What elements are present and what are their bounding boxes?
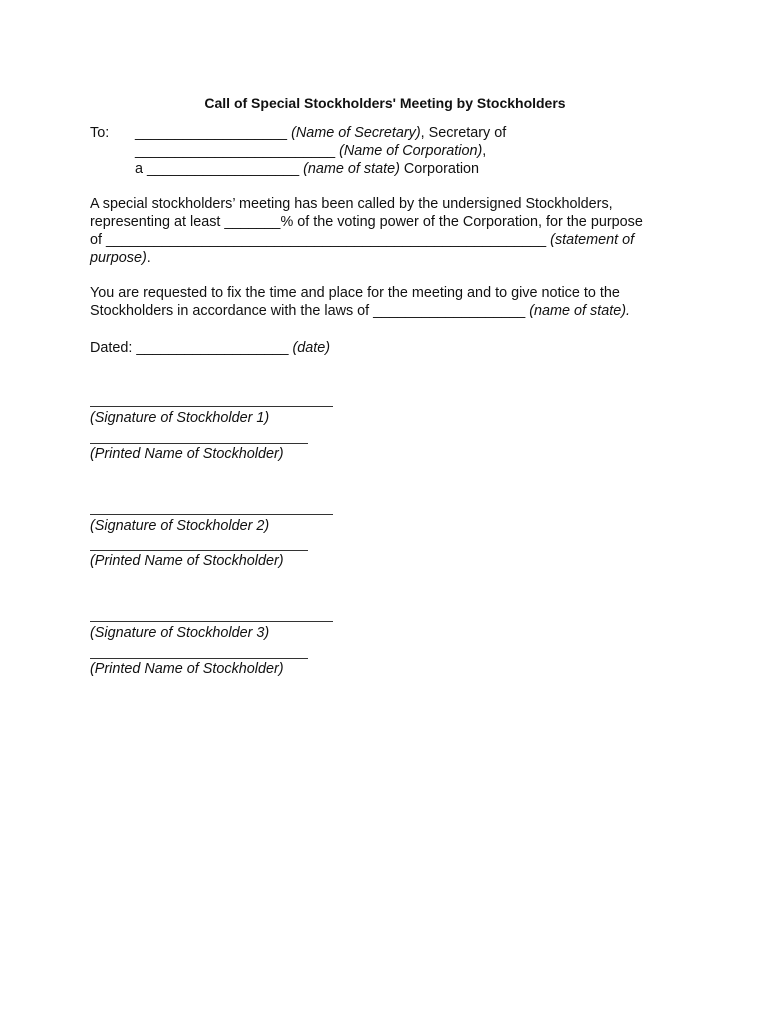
purpose-blank: _______________________________________________________	[106, 232, 547, 248]
signature-label-3: (Signature of Stockholder 3)	[90, 625, 270, 641]
article-a: a	[135, 161, 144, 177]
printed-name-line-3	[90, 658, 308, 659]
printed-name-label-1: (Printed Name of Stockholder)	[90, 446, 284, 462]
dated-label: Dated:	[90, 340, 137, 356]
printed-name-line-1	[90, 443, 308, 444]
laws-state-hint: (name of state)	[525, 303, 627, 319]
paragraph2-line1: You are requested to fix the time and place for the meeting and to give notice to the	[90, 285, 620, 301]
signature-label-1: (Signature of Stockholder 1)	[90, 410, 270, 426]
period-text: .	[626, 303, 631, 319]
paragraph1-line1: A special stockholders’ meeting has been called by the undersigned Stockholders,	[90, 196, 613, 212]
paragraph1-line4	[90, 249, 151, 267]
document-title: Call of Special Stockholders' Meeting by Stockholders	[204, 95, 566, 111]
printed-name-label-3: (Printed Name of Stockholder)	[90, 661, 284, 677]
signature-label-2: (Signature of Stockholder 2)	[90, 518, 270, 534]
date-hint: (date)	[288, 340, 331, 356]
comma-text: ,	[482, 143, 487, 159]
secretary-name-hint: (Name of Secretary)	[291, 125, 421, 141]
of-text: of	[90, 232, 106, 248]
period-text: .	[146, 250, 151, 266]
percentage-blank: _______	[224, 214, 281, 230]
to-line-2	[135, 142, 486, 160]
paragraph2-line2	[90, 302, 630, 320]
signature-line-1	[90, 406, 333, 407]
laws-state-blank: ___________________	[373, 303, 526, 319]
state-name-hint: (name of state)	[303, 161, 400, 177]
to-label: To:	[90, 125, 110, 141]
voting-power-text: % of the voting power of the Corporation, for the purpose	[280, 214, 643, 230]
laws-of-text: Stockholders in accordance with the laws of	[90, 303, 374, 319]
to-line-3	[135, 160, 479, 178]
secretary-of-text: , Secretary of	[420, 125, 507, 141]
state-name-blank: ___________________	[147, 161, 300, 177]
printed-name-line-2	[90, 550, 308, 551]
purpose-hint-end: purpose)	[90, 250, 147, 266]
paragraph1-line2	[90, 213, 643, 231]
dated-line	[90, 339, 330, 357]
secretary-name-blank: ___________________	[135, 125, 288, 141]
printed-name-label-2: (Printed Name of Stockholder)	[90, 553, 284, 569]
corporation-name-blank: _________________________	[135, 143, 336, 159]
signature-line-3	[90, 621, 333, 622]
corporation-text: Corporation	[399, 161, 480, 177]
representing-text: representing at least	[90, 214, 225, 230]
date-blank: ___________________	[136, 340, 289, 356]
corporation-name-hint: (Name of Corporation)	[339, 143, 483, 159]
signature-line-2	[90, 514, 333, 515]
purpose-hint: (statement of	[546, 232, 635, 248]
to-line-1	[135, 124, 506, 142]
paragraph1-line3	[90, 231, 634, 249]
